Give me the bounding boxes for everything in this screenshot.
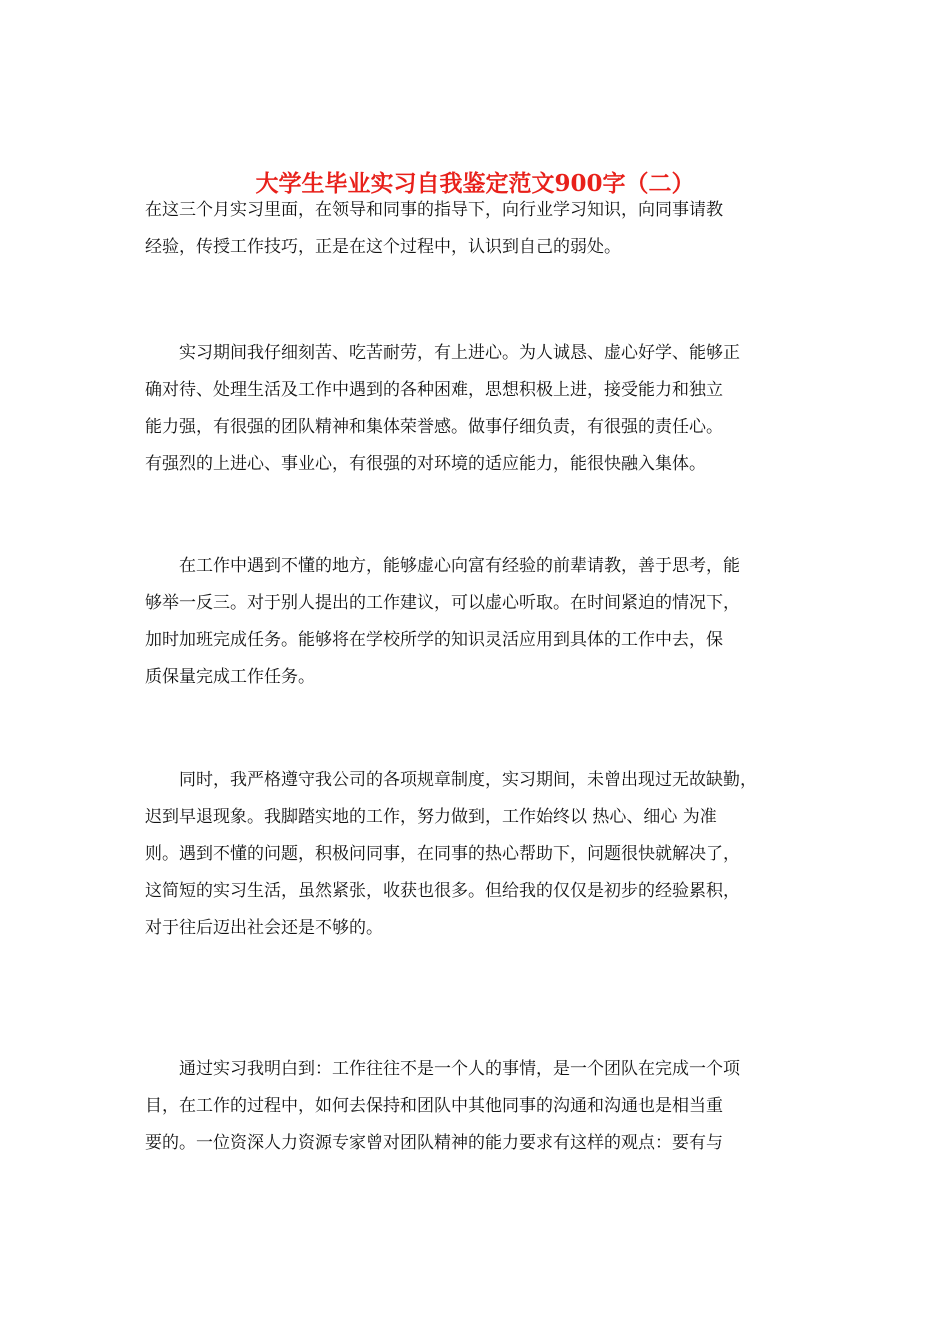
paragraph-line: 够举一反三。对于别人提出的工作建议，可以虚心听取。在时间紧迫的情况下，: [145, 593, 740, 613]
paragraph-5: [145, 1051, 815, 1162]
paragraph-line: 通过实习我明白到：工作往往不是一个人的事情，是一个团队在完成一个项: [145, 1059, 740, 1079]
paragraph-line: 同时，我严格遵守我公司的各项规章制度，实习期间，未曾出现过无故缺勤，: [145, 770, 757, 790]
paragraph-4: [145, 762, 815, 947]
paragraph-line: 要的。一位资深人力资源专家曾对团队精神的能力要求有这样的观点：要有与: [145, 1133, 723, 1153]
paragraph-line: 加时加班完成任务。能够将在学校所学的知识灵活应用到具体的工作中去，保: [145, 630, 723, 650]
paragraph-1: [145, 192, 815, 266]
paragraph-line: 这简短的实习生活，虽然紧张，收获也很多。但给我的仅仅是初步的经验累积，: [145, 881, 740, 901]
paragraph-3: [145, 548, 815, 696]
paragraph-line: 确对待、处理生活及工作中遇到的各种困难，思想积极上进，接受能力和独立: [145, 380, 723, 400]
paragraph-line: 则。遇到不懂的问题，积极问同事，在同事的热心帮助下，问题很快就解决了，: [145, 844, 740, 864]
paragraph-2: [145, 335, 815, 483]
paragraph-line: 对于往后迈出社会还是不够的。: [145, 918, 383, 938]
paragraph-line: 在这三个月实习里面，在领导和同事的指导下，向行业学习知识，向同事请教: [145, 200, 723, 220]
paragraph-line: 经验，传授工作技巧，正是在这个过程中，认识到自己的弱处。: [145, 237, 621, 257]
paragraph-line: 能力强，有很强的团队精神和集体荣誉感。做事仔细负责，有很强的责任心。: [145, 417, 723, 437]
document-title: 大学生毕业实习自我鉴定范文900字（二）: [255, 170, 695, 198]
paragraph-line: 迟到早退现象。我脚踏实地的工作，努力做到，工作始终以 热心、细心 为准: [145, 807, 717, 827]
paragraph-line: 实习期间我仔细刻苦、吃苦耐劳，有上进心。为人诚恳、虚心好学、能够正: [145, 343, 740, 363]
paragraph-line: 目，在工作的过程中，如何去保持和团队中其他同事的沟通和沟通也是相当重: [145, 1096, 723, 1116]
paragraph-line: 质保量完成工作任务。: [145, 667, 315, 687]
paragraph-line: 有强烈的上进心、事业心，有很强的对环境的适应能力，能很快融入集体。: [145, 454, 706, 474]
paragraph-line: 在工作中遇到不懂的地方，能够虚心向富有经验的前辈请教，善于思考，能: [145, 556, 740, 576]
